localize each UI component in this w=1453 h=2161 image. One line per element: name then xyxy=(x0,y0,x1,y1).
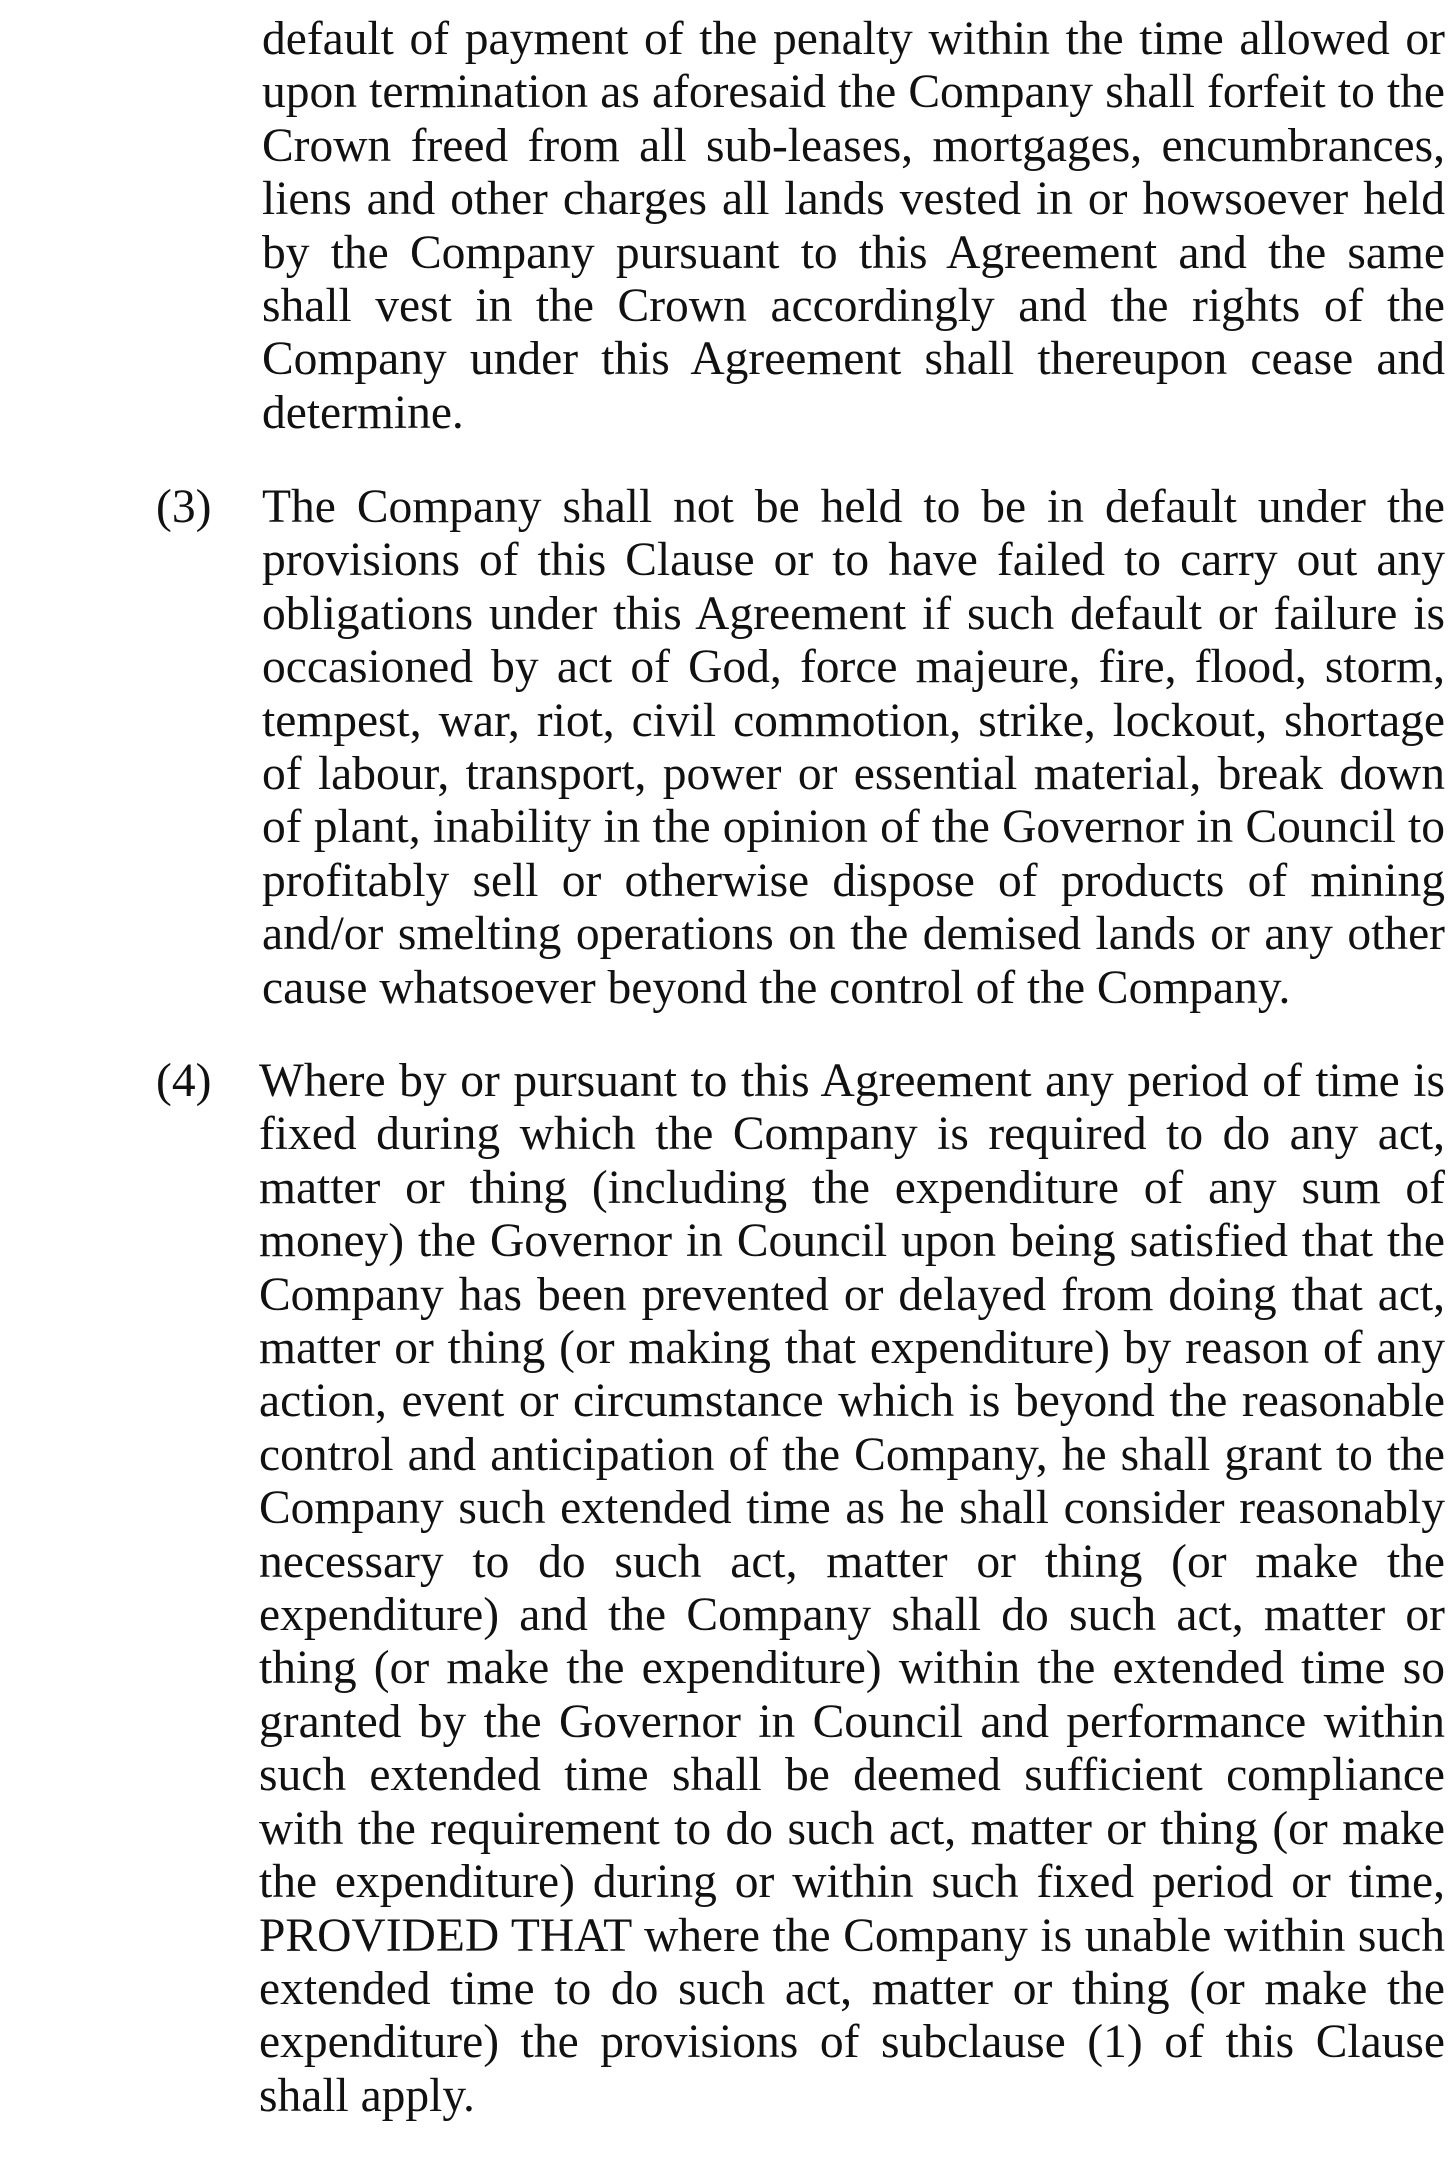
subclause-4-text: Where by or pursuant to this Agreement any period of time is fixed during which the Company is required to do any act, matter or thing (including the expenditure of any sum of money) the Governor in Council upon being satisfied that the Company has been prevented or delayed from doing that act, matter or thing (or making that expenditure) by reason of any action, event or circumstance which is beyond the reasonable control and anticipation of the Company, he shall grant to the Company such extended time as he shall consider reasonably necessary to do such act, matter or thing (or make the expenditure) and the Company shall do such act, matter or thing (or make the expenditure) within the extended time so granted by the Governor in Council and performance within such extended time shall be deemed sufficient compliance with the requirement to do such act, matter or thing (or make the expenditure) during or within such fixed period or time, PROVIDED THAT where the Company is unable within such extended time to do such act, matter or thing (or make the expenditure) the provisions of subclause (1) of this Clause shall apply. xyxy=(259,1055,1445,2122)
subclause-number-4: (4) xyxy=(156,1055,212,1107)
continuation-paragraph: default of payment of the penalty within the time allowed or upon termination as aforesaid the Company shall forfeit to the Crown freed from all sub-leases, mortgages, encumbrances, liens and other charges all lands vested in or howsoever held by the Company pursuant to this Agreement and the same shall vest in the Crown accordingly and the rights of the Company under this Agreement shall thereupon cease and determine. xyxy=(262,13,1445,439)
subclause-3-text: The Company shall not be held to be in default under the provisions of this Clause or to have failed to carry out any obligations under this Agreement if such default or failure is occasioned by act of God, force majeure, fire, flood, storm, tempest, war, riot, civil commotion, strike, lockout, shortage of labour, transport, power or essential material, break down of plant, inability in the opinion of the Governor in Council to profitably sell or otherwise dispose of products of mining and/or smelting operations on the demised lands or any other cause whatsoever beyond the control of the Company. xyxy=(262,481,1445,1014)
subclause-number-3: (3) xyxy=(156,481,212,533)
